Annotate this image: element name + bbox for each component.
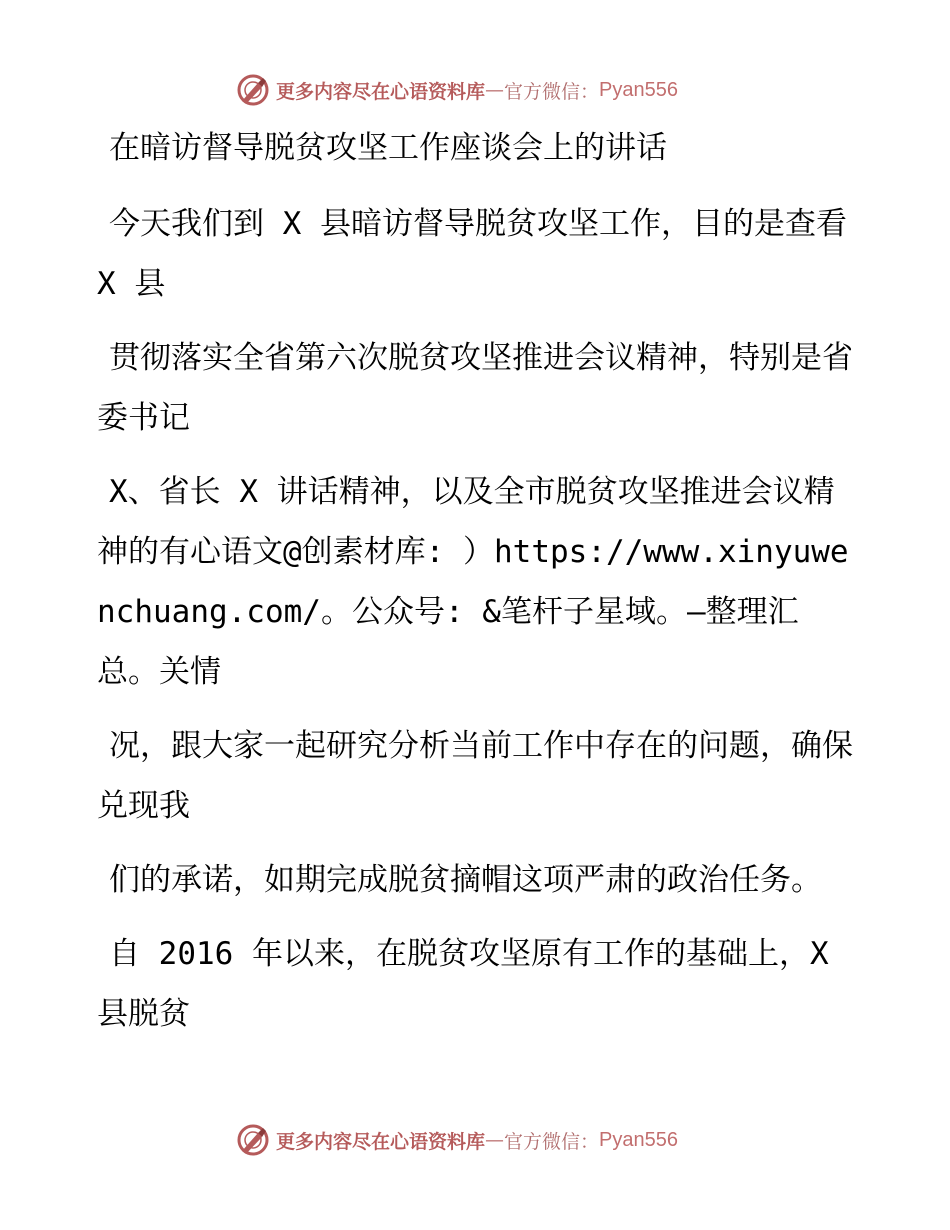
paragraph: 况，跟大家一起研究分析当前工作中存在的问题，确保兑现我 (97, 728, 853, 824)
paragraph: 今天我们到 X 县暗访督导脱贫攻坚工作，目的是查看 X 县 (97, 206, 847, 302)
watermark-wechat-id: Pyan556 (599, 78, 678, 101)
footer-watermark (236, 1122, 678, 1158)
document-body (97, 118, 857, 1058)
header-watermark (236, 72, 678, 108)
watermark-dash: — (485, 1129, 505, 1151)
paragraph: 贯彻落实全省第六次脱贫攻坚推进会议精神，特别是省委书记 (97, 340, 853, 436)
pen-logo-icon (236, 1123, 270, 1157)
document-title: 在暗访督导脱贫攻坚工作座谈会上的讲话 (109, 130, 667, 166)
watermark-dash: — (485, 79, 505, 101)
paragraph: X、省长 X 讲话精神，以及全市脱贫攻坚推进会议精神的有心语文@创素材库: ）https://www.xinyuwenchuang.com/。公众号: &笔杆子星域。—整理汇总。关情 (97, 474, 849, 690)
watermark-brand-text: 更多内容尽在心语资料库 (276, 80, 486, 103)
watermark-brand-text: 更多内容尽在心语资料库 (276, 1130, 486, 1153)
paragraph: 自 2016 年以来，在脱贫攻坚原有工作的基础上，X 县脱贫 (97, 936, 829, 1032)
watermark-label: 官方微信： (504, 80, 600, 103)
watermark-wechat-id: Pyan556 (599, 1128, 678, 1151)
pen-logo-icon (236, 73, 270, 107)
watermark-label: 官方微信： (504, 1130, 600, 1153)
paragraph: 们的承诺，如期完成脱贫摘帽这项严肃的政治任务。 (109, 862, 822, 898)
